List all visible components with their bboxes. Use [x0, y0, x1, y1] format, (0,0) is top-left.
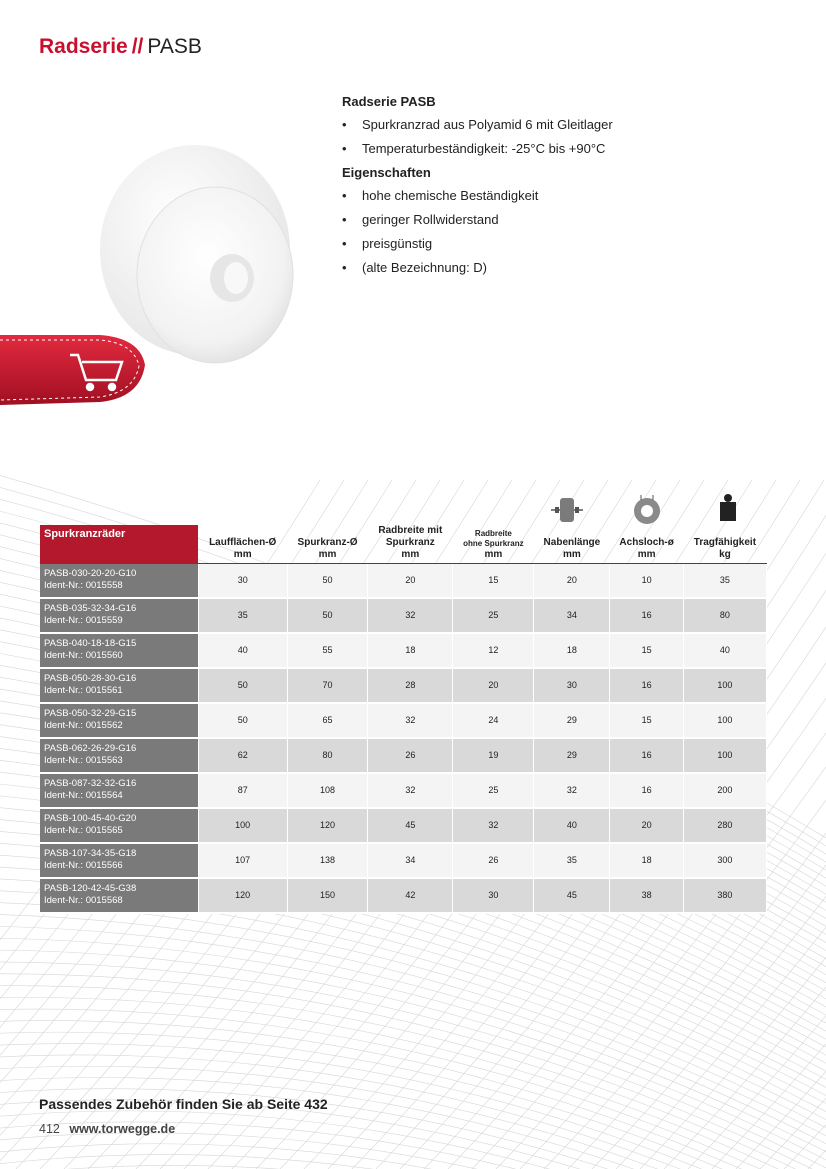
- table-cell: 70: [287, 668, 367, 703]
- description-title: Radserie PASB: [342, 94, 436, 109]
- col-header-load-capacity: Tragfähigkeit kg: [683, 525, 766, 564]
- table-cell: 20: [453, 668, 534, 703]
- title-brand: Radserie: [39, 35, 128, 58]
- table-cell: 120: [287, 808, 367, 843]
- article-code: PASB-030-20-20-G10: [44, 568, 137, 579]
- table-row: [40, 773, 767, 808]
- table-cell: 26: [368, 738, 453, 773]
- wheel-bore: [224, 262, 248, 294]
- col-header-hub-length: Nabenlänge mm: [534, 525, 610, 564]
- property-item: • hohe chemische Beständigkeit: [342, 188, 539, 203]
- article-code: PASB-040-18-18-G15: [44, 638, 137, 649]
- table-cell: 16: [610, 738, 683, 773]
- feature-list: [342, 117, 762, 156]
- table-cell: 10: [610, 564, 683, 598]
- table-cell: 100: [198, 808, 287, 843]
- feature-item: • Spurkranzrad aus Polyamid 6 mit Gleitlager: [342, 117, 613, 132]
- col-header-flange-diameter: Spurkranz-Ø mm: [287, 525, 367, 564]
- table-cell: 40: [683, 633, 766, 668]
- table-cell: 65: [287, 703, 367, 738]
- website-link[interactable]: www.torwegge.de: [69, 1122, 176, 1136]
- table-cell: 15: [610, 703, 683, 738]
- table-cell: 20: [534, 564, 610, 598]
- table-row: [40, 598, 767, 633]
- table-cell: 50: [198, 703, 287, 738]
- table-cell: 25: [453, 598, 534, 633]
- col-header-tread-diameter: Laufflächen-Ø mm: [198, 525, 287, 564]
- table-cell: 32: [453, 808, 534, 843]
- col-header-axle-hole: Achsloch-ø mm: [610, 525, 683, 564]
- ident-number: Ident-Nr.: 0015563: [44, 755, 123, 766]
- table-cell: 15: [453, 564, 534, 598]
- row-label: [40, 668, 198, 703]
- weight-icon: [708, 490, 748, 530]
- table-cell: 280: [683, 808, 766, 843]
- table-cell: 35: [534, 843, 610, 878]
- article-code: PASB-100-45-40-G20: [44, 813, 137, 824]
- table-row: [40, 668, 767, 703]
- article-code: PASB-035-32-34-G16: [44, 603, 137, 614]
- ident-number: Ident-Nr.: 0015558: [44, 580, 123, 591]
- table-cell: 40: [534, 808, 610, 843]
- table-cell: 40: [198, 633, 287, 668]
- table-cell: 19: [453, 738, 534, 773]
- table-label-header: Spurkranzräder: [40, 525, 198, 564]
- property-list: [342, 188, 762, 275]
- table-cell: 34: [534, 598, 610, 633]
- hub-length-icon: [547, 490, 587, 530]
- ident-number: Ident-Nr.: 0015565: [44, 825, 123, 836]
- table-cell: 35: [683, 564, 766, 598]
- row-label: [40, 633, 198, 668]
- table-cell: 24: [453, 703, 534, 738]
- table-cell: 80: [683, 598, 766, 633]
- table-cell: 32: [368, 773, 453, 808]
- article-code: PASB-120-42-45-G38: [44, 883, 137, 894]
- table-cell: 16: [610, 668, 683, 703]
- title-separator: //: [131, 35, 144, 58]
- table-row: [40, 633, 767, 668]
- table-cell: 100: [683, 703, 766, 738]
- ident-number: Ident-Nr.: 0015568: [44, 895, 123, 906]
- table-cell: 50: [287, 598, 367, 633]
- table-cell: 30: [198, 564, 287, 598]
- col-header-width-with-flange: Radbreite mit Spurkranz mm: [368, 525, 453, 564]
- row-label: [40, 703, 198, 738]
- ident-number: Ident-Nr.: 0015564: [44, 790, 123, 801]
- article-code: PASB-087-32-32-G16: [44, 778, 137, 789]
- table-cell: 26: [453, 843, 534, 878]
- product-description: [342, 94, 762, 284]
- table-cell: 18: [610, 843, 683, 878]
- table-cell: 32: [534, 773, 610, 808]
- article-code: PASB-050-32-29-G15: [44, 708, 137, 719]
- table-cell: 32: [368, 703, 453, 738]
- table-cell: 12: [453, 633, 534, 668]
- table-cell: 35: [198, 598, 287, 633]
- table-cell: 62: [198, 738, 287, 773]
- feature-item: • Temperaturbeständigkeit: -25°C bis +90°C: [342, 141, 606, 156]
- table-cell: 200: [683, 773, 766, 808]
- table-cell: 20: [610, 808, 683, 843]
- table-cell: 45: [534, 878, 610, 913]
- row-label: [40, 808, 198, 843]
- col-header-width-without-flange: Radbreite ohne Spurkranz mm: [453, 525, 534, 564]
- table-cell: 150: [287, 878, 367, 913]
- row-label: [40, 843, 198, 878]
- ident-number: Ident-Nr.: 0015566: [44, 860, 123, 871]
- article-code: PASB-107-34-35-G18: [44, 848, 137, 859]
- table-header-row: [40, 525, 767, 564]
- row-label: [40, 773, 198, 808]
- table-cell: 28: [368, 668, 453, 703]
- table-cell: 138: [287, 843, 367, 878]
- footer: [39, 1122, 175, 1136]
- property-item: • preisgünstig: [342, 236, 433, 251]
- property-item: • (alte Bezeichnung: D): [342, 260, 488, 275]
- title-model: PASB: [147, 35, 202, 58]
- table-row: [40, 703, 767, 738]
- table-cell: 380: [683, 878, 766, 913]
- table-row: [40, 843, 767, 878]
- axle-hole-icon: [627, 490, 667, 530]
- table-cell: 18: [534, 633, 610, 668]
- ident-number: Ident-Nr.: 0015560: [44, 650, 123, 661]
- table-cell: 100: [683, 738, 766, 773]
- table-row: [40, 738, 767, 773]
- table-cell: 29: [534, 738, 610, 773]
- table-cell: 50: [198, 668, 287, 703]
- spec-table: [40, 525, 767, 914]
- page-number: 412: [39, 1122, 60, 1136]
- row-label: [40, 878, 198, 913]
- accessory-note: Passendes Zubehör finden Sie ab Seite 432: [39, 1096, 328, 1112]
- table-cell: 120: [198, 878, 287, 913]
- table-cell: 100: [683, 668, 766, 703]
- property-item: • geringer Rollwiderstand: [342, 212, 499, 227]
- table-cell: 34: [368, 843, 453, 878]
- table-cell: 29: [534, 703, 610, 738]
- row-label: [40, 598, 198, 633]
- table-cell: 300: [683, 843, 766, 878]
- table-cell: 107: [198, 843, 287, 878]
- table-row: [40, 878, 767, 913]
- properties-title: Eigenschaften: [342, 165, 431, 180]
- ident-number: Ident-Nr.: 0015562: [44, 720, 123, 731]
- table-cell: 15: [610, 633, 683, 668]
- table-cell: 80: [287, 738, 367, 773]
- table-cell: 87: [198, 773, 287, 808]
- table-cell: 25: [453, 773, 534, 808]
- table-cell: 20: [368, 564, 453, 598]
- article-code: PASB-062-26-29-G16: [44, 743, 137, 754]
- table-cell: 45: [368, 808, 453, 843]
- ident-number: Ident-Nr.: 0015559: [44, 615, 123, 626]
- table-cell: 30: [534, 668, 610, 703]
- row-label: [40, 564, 198, 598]
- table-cell: 32: [368, 598, 453, 633]
- table-cell: 18: [368, 633, 453, 668]
- table-row: [40, 808, 767, 843]
- ribbon: [0, 335, 145, 405]
- article-code: PASB-050-28-30-G16: [44, 673, 137, 684]
- table-cell: 50: [287, 564, 367, 598]
- table-cell: 16: [610, 598, 683, 633]
- row-label: [40, 738, 198, 773]
- ident-number: Ident-Nr.: 0015561: [44, 685, 123, 696]
- table-cell: 42: [368, 878, 453, 913]
- table-cell: 55: [287, 633, 367, 668]
- table-cell: 30: [453, 878, 534, 913]
- table-cell: 16: [610, 773, 683, 808]
- product-image: [0, 140, 330, 420]
- table-cell: 38: [610, 878, 683, 913]
- table-row: [40, 564, 767, 598]
- page-title: [39, 35, 202, 59]
- table-cell: 108: [287, 773, 367, 808]
